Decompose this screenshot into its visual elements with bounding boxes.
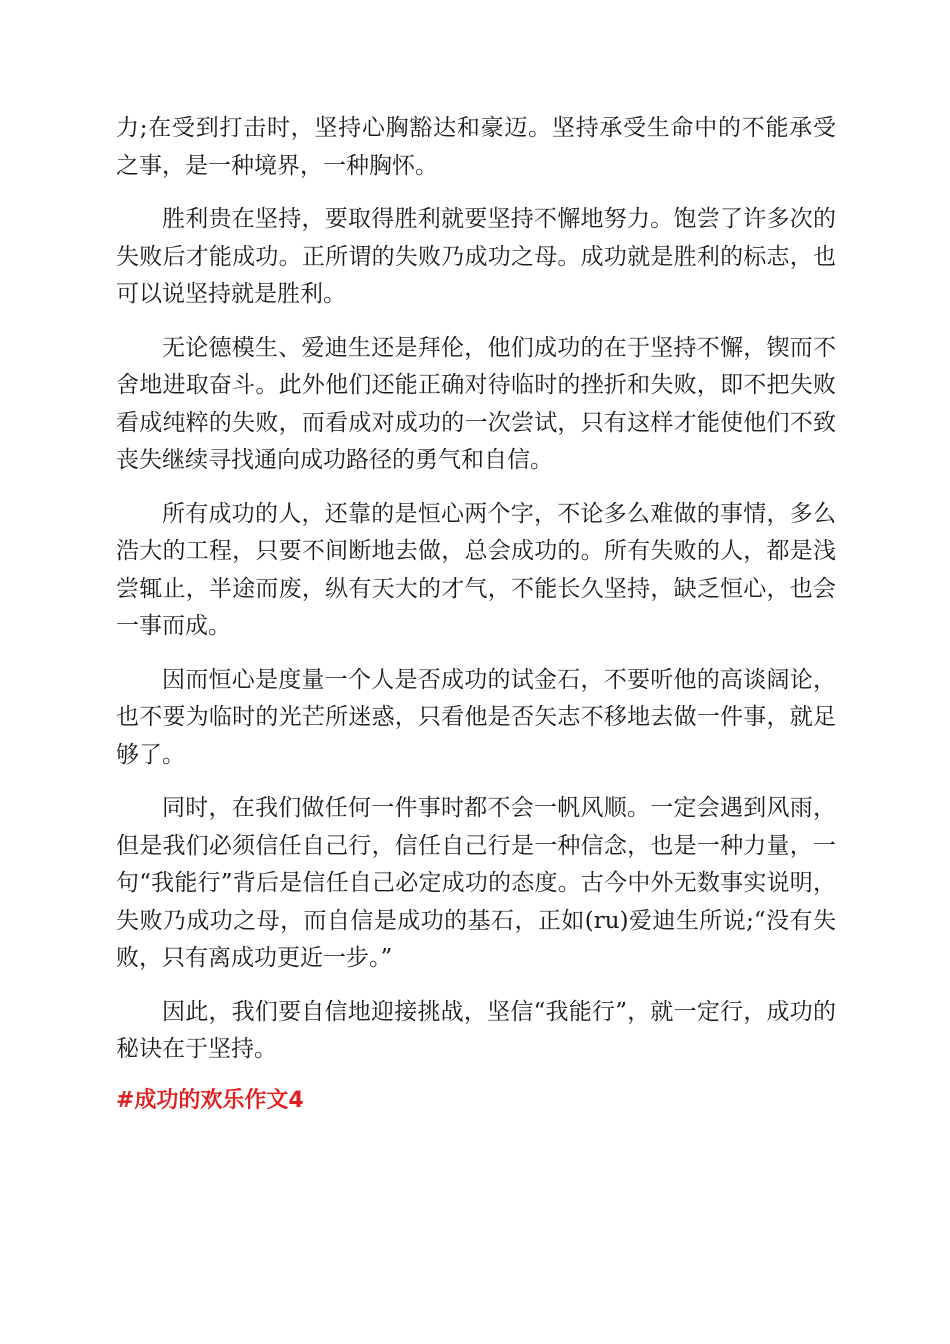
paragraph-5: 因而恒心是度量一个人是否成功的试金石，不要听他的高谈阔论，也不要为临时的光芒所迷惑，只看他是否矢志不移地去做一件事，就足够了。	[116, 666, 836, 768]
section-heading: #成功的欢乐作文4	[116, 1087, 304, 1113]
paragraph-3: 无论德模生、爱迪生还是拜伦，他们成功的在于坚持不懈，锲而不舍地进取奋斗。此外他们还能正确对待临时的挫折和失败，即不把失败看成纯粹的失败，而看成对成功的一次尝试，只有这样才能使他们不致丧失继续寻找通向成功路径的勇气和自信。	[116, 334, 836, 473]
paragraph-4: 所有成功的人，还靠的是恒心两个字，不论多么难做的事情，多么浩大的工程，只要不间断地去做，总会成功的。所有失败的人，都是浅尝辄止，半途而废，纵有天大的才气，不能长久坚持，缺乏恒心，也会一事而成。	[116, 500, 836, 639]
paragraph-7: 因此，我们要自信地迎接挑战，坚信“我能行”，就一定行，成功的秘诀在于坚持。	[116, 998, 836, 1062]
document-body	[116, 110, 836, 1117]
paragraph-1: 力;在受到打击时，坚持心胸豁达和豪迈。坚持承受生命中的不能承受之事，是一种境界，一种胸怀。	[116, 115, 836, 179]
paragraph-2: 胜利贵在坚持，要取得胜利就要坚持不懈地努力。饱尝了许多次的失败后才能成功。正所谓的失败乃成功之母。成功就是胜利的标志，也可以说坚持就是胜利。	[116, 206, 836, 307]
paragraph-6: 同时，在我们做任何一件事时都不会一帆风顺。一定会遇到风雨，但是我们必须信任自己行，信任自己行是一种信念，也是一种力量，一句“我能行”背后是信任自己必定成功的态度。古今中外无数事实说明，失败乃成功之母，而自信是成功的基石，正如(ru)爱迪生所说;“没有失败，只有离成功更近一步。”	[116, 795, 836, 971]
